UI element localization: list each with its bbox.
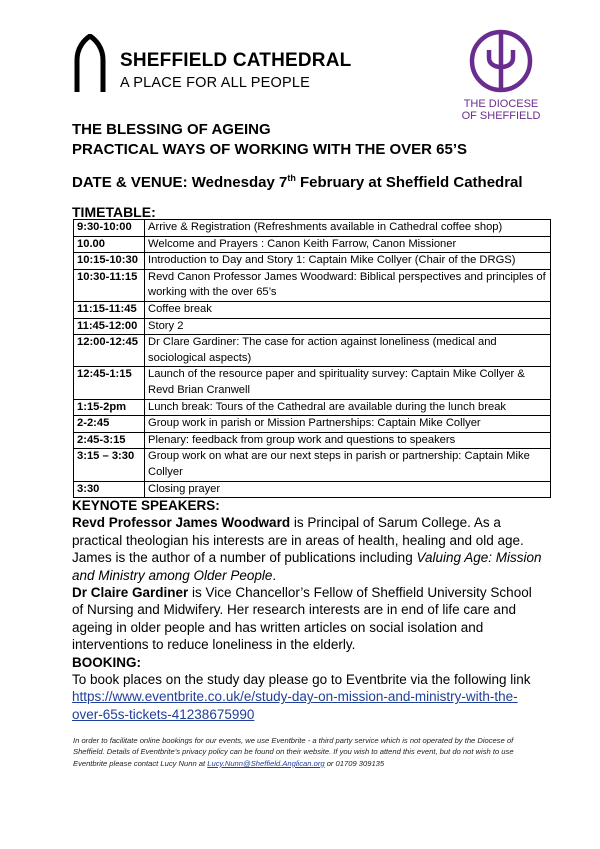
timetable-description: Story 2: [145, 318, 551, 335]
timetable-description: Lunch break: Tours of the Cathedral are available during the lunch break: [145, 399, 551, 416]
diocese-cross-icon: [467, 28, 535, 94]
cathedral-tagline: A PLACE FOR ALL PEOPLE: [120, 75, 311, 91]
privacy-footer: [73, 735, 543, 769]
keynote-section: [72, 497, 542, 723]
contact-email-link[interactable]: Lucy.Nunn@Sheffield.Anglican.org: [207, 758, 325, 768]
timetable-row: [74, 399, 551, 416]
timetable-description: Revd Canon Professor James Woodward: Biblical perspectives and principles of working with the over 65’s: [145, 269, 551, 301]
speaker-1-text: is Principal of Sarum College. As a practical theologian his interests are in areas of health, healing and old age. James is the author of a number of publications including: [72, 515, 524, 566]
speaker-1-book: Valuing Age: Mission and Ministry among Older People: [72, 550, 542, 583]
timetable-description: Group work on what are our next steps in parish or partnership: Captain Mike Collyer: [145, 449, 551, 481]
timetable-description: Plenary: feedback from group work and questions to speakers: [145, 432, 551, 449]
keynote-heading: KEYNOTE SPEAKERS:: [72, 498, 220, 513]
timetable-time: 11:15-11:45: [74, 301, 145, 318]
speaker-1-name: Revd Professor James Woodward: [72, 515, 291, 531]
date-venue-suffix: February at Sheffield Cathedral: [295, 174, 523, 191]
diocese-logo: [460, 28, 542, 122]
diocese-line-2: OF SHEFFIELD: [461, 110, 541, 122]
speaker-1-bio: [72, 514, 542, 584]
timetable-description: Arrive & Registration (Refreshments available in Cathedral coffee shop): [145, 220, 551, 237]
header: [72, 28, 542, 123]
timetable-row: [74, 301, 551, 318]
timetable-time: 12:45-1:15: [74, 367, 145, 399]
date-venue: [72, 173, 523, 191]
speaker-1-end: .: [272, 567, 277, 583]
timetable-time: 3:15 – 3:30: [74, 449, 145, 481]
cathedral-arch-logo-icon: [72, 34, 108, 92]
timetable-row: [74, 236, 551, 253]
timetable-row: [74, 432, 551, 449]
timetable-time: 2-2:45: [74, 416, 145, 433]
timetable-row: [74, 367, 551, 399]
timetable-row: [74, 449, 551, 481]
speaker-2-name: Dr Claire Gardiner: [72, 585, 189, 601]
date-venue-prefix: DATE & VENUE: Wednesday 7: [72, 174, 288, 191]
timetable-description: Welcome and Prayers : Canon Keith Farrow, Canon Missioner: [145, 236, 551, 253]
timetable-time: 10:30-11:15: [74, 269, 145, 301]
timetable-description: Launch of the resource paper and spirituality survey: Captain Mike Collyer & Revd Brian Cranwell: [145, 367, 551, 399]
eventbrite-link[interactable]: https://www.eventbrite.co.uk/e/study-day-on-mission-and-ministry-with-the-over-65s-tickets-41238675990: [72, 689, 518, 722]
date-venue-sup: th: [287, 173, 296, 183]
event-title: [72, 120, 467, 160]
timetable-row: [74, 269, 551, 301]
timetable-time: 3:30: [74, 481, 145, 498]
cathedral-name: SHEFFIELD CATHEDRAL: [120, 50, 352, 71]
timetable-time: 1:15-2pm: [74, 399, 145, 416]
timetable-time: 9:30-10:00: [74, 220, 145, 237]
timetable-row: [74, 253, 551, 270]
timetable-row: [74, 220, 551, 237]
booking-heading: BOOKING:: [72, 654, 141, 670]
timetable-time: 2:45-3:15: [74, 432, 145, 449]
timetable-row: [74, 481, 551, 498]
timetable-table: [73, 219, 551, 498]
event-title-line-1: THE BLESSING OF AGEING: [72, 121, 271, 138]
speaker-2-bio: [72, 584, 542, 654]
footer-text: In order to facilitate online bookings for our events, we use Eventbrite - a third party service which is not operated by the Diocese of Sheffield. Details of Eventbrite’s privacy policy can be found on their website. If you wish to attend this event, but do not wish to use Eventbrite please contact Lucy Nunn at: [73, 736, 514, 768]
timetable-row: [74, 335, 551, 367]
timetable-description: Group work in parish or Mission Partnerships: Captain Mike Collyer: [145, 416, 551, 433]
timetable-heading: TIMETABLE:: [72, 204, 156, 220]
timetable-time: 10.00: [74, 236, 145, 253]
speaker-2-text: is Vice Chancellor’s Fellow of Sheffield University School of Nursing and Midwifery. Her research interests are in end of life care and ageing in older people and has written articles on social isolation and interventions to reduce loneliness in the elderly.: [72, 585, 532, 653]
timetable-time: 10:15-10:30: [74, 253, 145, 270]
diocese-name: [460, 98, 542, 122]
timetable-description: Introduction to Day and Story 1: Captain Mike Collyer (Chair of the DRGS): [145, 253, 551, 270]
timetable-description: Coffee break: [145, 301, 551, 318]
timetable-time: 11:45-12:00: [74, 318, 145, 335]
timetable-row: [74, 318, 551, 335]
event-title-line-2: PRACTICAL WAYS OF WORKING WITH THE OVER 65’S: [72, 141, 468, 158]
timetable-description: Closing prayer: [145, 481, 551, 498]
booking-text: To book places on the study day please go to Eventbrite via the following link: [72, 672, 531, 688]
timetable-time: 12:00-12:45: [74, 335, 145, 367]
diocese-line-1: THE DIOCESE: [463, 98, 539, 110]
timetable-description: Dr Clare Gardiner: The case for action against loneliness (medical and sociological aspects): [145, 335, 551, 367]
footer-phone: or 01709 309135: [324, 758, 385, 768]
timetable-row: [74, 416, 551, 433]
